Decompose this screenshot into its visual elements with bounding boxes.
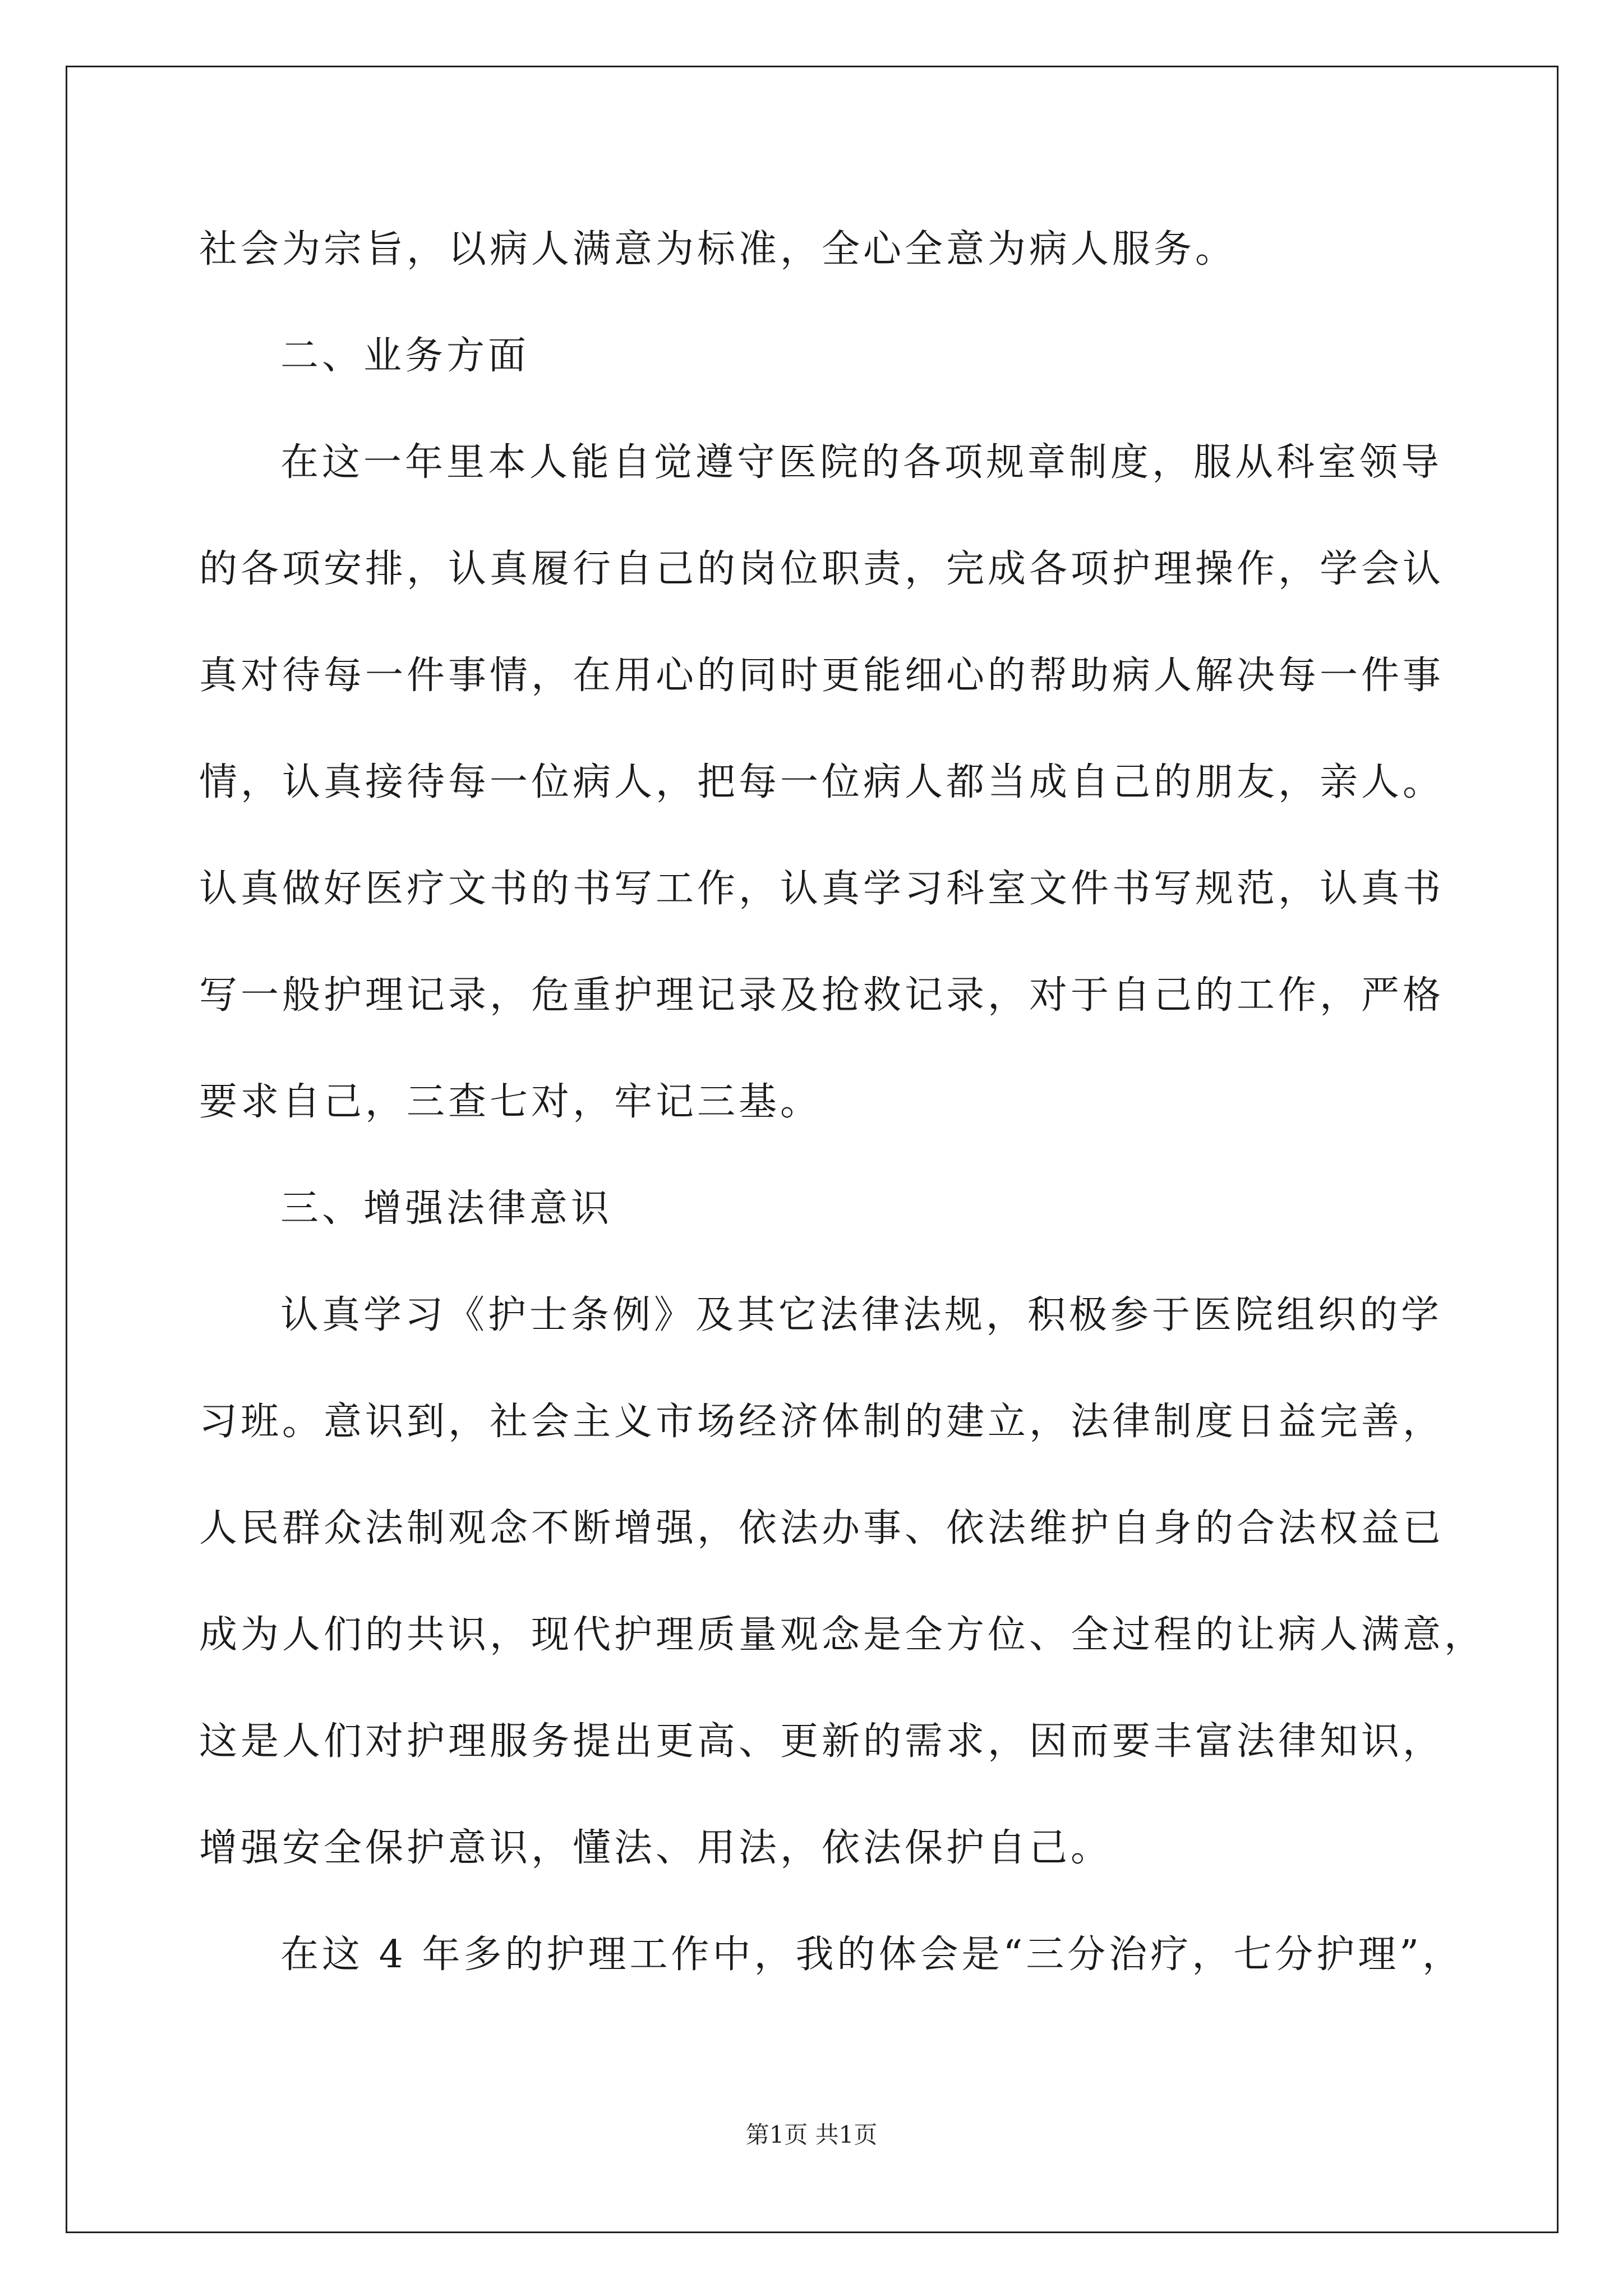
text-line: 人民群众法制观念不断增强，依法办事、依法维护自身的合法权益已 — [199, 1506, 1445, 1550]
page-number-footer: 第1页 共1页 — [745, 2121, 878, 2148]
text-line: 成为人们的共识，现代护理质量观念是全方位、全过程的让病人满意， — [199, 1613, 1486, 1657]
text-line: 增强安全保护意识，懂法、用法，依法保护自己。 — [199, 1826, 1113, 1870]
paragraph-first-line: 认真学习《护士条例》及其它法律法规，积极参于医院组织的学 — [280, 1293, 1443, 1337]
text-line: 要求自己，三查七对，牢记三基。 — [199, 1080, 822, 1124]
paragraph-first-line: 在这 4 年多的护理工作中，我的体会是“三分治疗，七分护理”， — [280, 1932, 1464, 1977]
section-heading: 二、业务方面 — [280, 334, 530, 378]
text-line: 真对待每一件事情，在用心的同时更能细心的帮助病人解决每一件事 — [199, 654, 1445, 698]
text-line: 社会为宗旨，以病人满意为标准，全心全意为病人服务。 — [199, 227, 1237, 272]
text-line: 写一般护理记录，危重护理记录及抢救记录，对于自己的工作，严格 — [199, 973, 1445, 1018]
paragraph-first-line: 在这一年里本人能自觉遵守医院的各项规章制度，服从科室领导 — [280, 440, 1443, 485]
text-line: 认真做好医疗文书的书写工作，认真学习科室文件书写规范，认真书 — [199, 867, 1445, 911]
text-line: 这是人们对护理服务提出更高、更新的需求，因而要丰富法律知识， — [199, 1719, 1445, 1764]
section-heading: 三、增强法律意识 — [280, 1186, 613, 1231]
text-line: 习班。意识到，社会主义市场经济体制的建立，法律制度日益完善， — [199, 1400, 1445, 1444]
page-border — [66, 66, 1559, 2233]
text-line: 的各项安排，认真履行自己的岗位职责，完成各项护理操作，学会认 — [199, 547, 1445, 591]
text-line: 情，认真接待每一位病人，把每一位病人都当成自己的朋友，亲人。 — [199, 760, 1445, 804]
